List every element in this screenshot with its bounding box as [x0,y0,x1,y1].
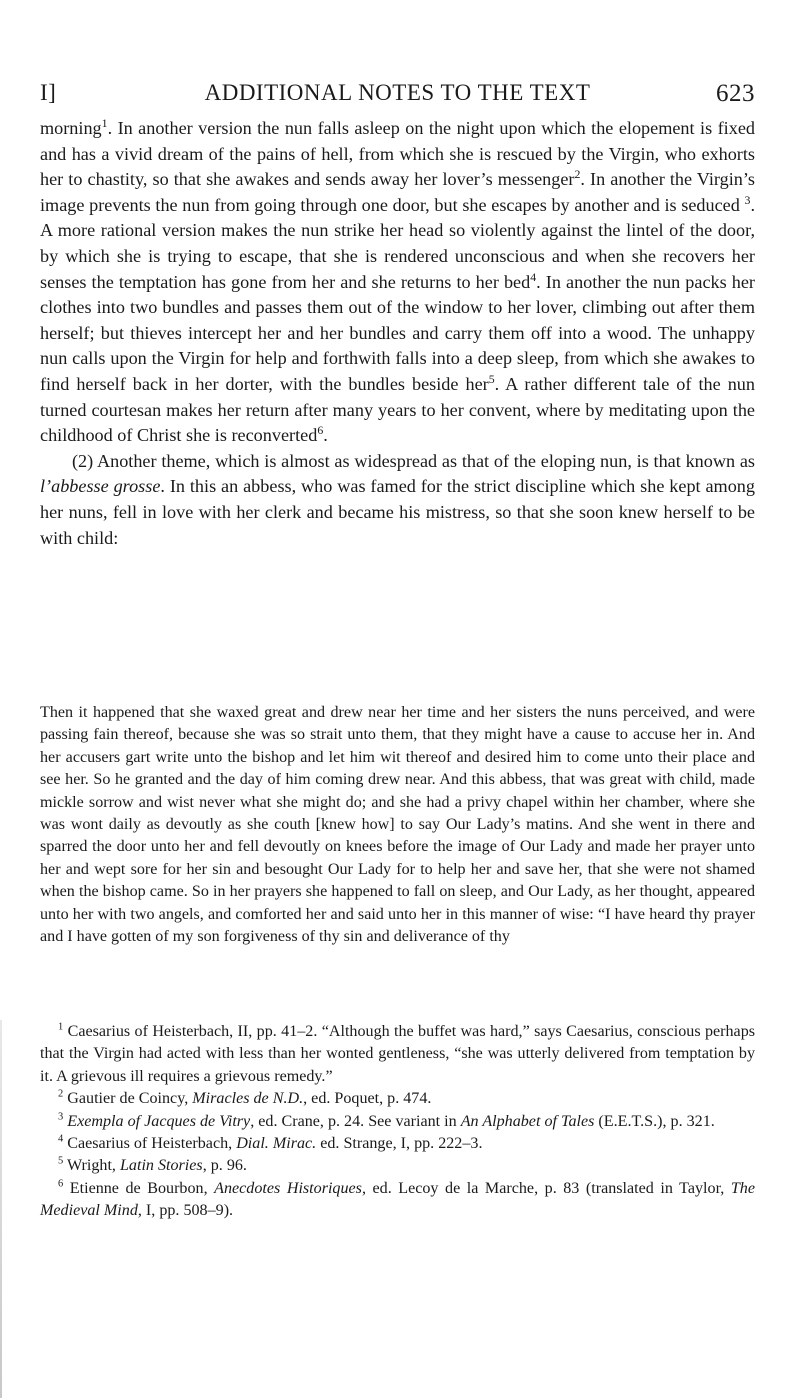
footnote-ref: 2 [574,167,581,182]
footnote-number: 3 [58,1111,64,1123]
footnote-text: Etienne de Bourbon, [69,1179,215,1197]
running-title: ADDITIONAL NOTES TO THE TEXT [204,80,591,105]
footnotes [40,1021,755,1223]
text-run: . In another version the nun falls asleep on the night upon which the elopement is fixed and has a vivid dream of the pains of hell, from which she is rescued by the Virgin, who exhorts her to chastity, so that she awakes and sends away her lover’s messenger [40,118,755,190]
footnote-1 [40,1021,755,1088]
text-run: . A more rational version makes the nun strike her head so violently against the lintel of the door, by which she is trying to escape, that she is rendered unconscious and when she recovers her senses the temptation has gone from her and she returns to her bed [40,194,755,292]
footnote-2 [40,1088,755,1110]
footnote-title: Anecdotes Historiques [214,1179,362,1197]
text-run: morning [40,118,102,138]
quoted-extract [40,702,755,948]
footnote-6 [40,1178,755,1223]
extract-text: Then it happened that she waxed great and drew near her time and her sisters the nuns perceived, and were passing fain thereof, because she was so strait unto them, that they might have a cause to accuse her in. And her accusers gart write unto the bishop and let him wit thereof and desired him to come unto their place and see her. So he granted and the day of him coming drew near. And this abbess, that was great with child, made mickle sorrow and wist never what she might do; and she had a privy chapel within her chamber, where she was wont daily as devoutly as she couth [knew how] to say Our Lady’s matins. And she went in there and sparred the door unto her and fell devoutly on knees before the image of Our Lady and made her prayer unto her and wept sore for her sin and besought Our Lady for to help her and save her, that she were not shamed when the bishop came. So in her prayers she happened to fall on sleep, and Our Lady, as her thought, appeared unto her with two angels, and comforted her and said unto her in this manner of wise: “I have heard thy prayer and I have gotten of my son forgiveness of thy sin and deliverance of thy [40,704,755,946]
footnote-text: , ed. Poquet, p. 474. [303,1090,432,1108]
footnote-text: Wright, [66,1157,120,1175]
footnote-text: ed. Strange, I, pp. 222–3. [316,1135,483,1153]
footnote-3 [40,1111,755,1133]
footnote-number: 1 [58,1021,64,1033]
footnote-title: An Alphabet of Tales [460,1112,595,1130]
footnote-number: 6 [58,1178,64,1190]
text-run: . A rather different tale of the nun turned courtesan makes her return after many years to her convent, where by meditating upon the childhood of Christ she is reconverted [40,373,755,446]
footnote-ref: 5 [488,371,495,386]
footnote-text: , ed. Crane, p. 24. See variant in [250,1112,461,1130]
footnote-number: 5 [58,1156,64,1168]
running-head [40,80,755,110]
footnote-text: (E.E.T.S.), p. 321. [594,1112,715,1130]
footnote-text: Caesarius of Heisterbach, [67,1135,237,1153]
footnote-ref: 6 [317,423,324,438]
footnote-title: Miracles de N.D. [192,1090,304,1108]
footnote-ref: 1 [101,115,108,130]
footnote-4 [40,1133,755,1155]
italic-term: l’abbesse grosse [40,476,161,497]
page-edge-shadow [0,1020,2,1398]
footnote-text: Caesarius of Heisterbach, II, pp. 41–2. “Although the buffet was hard,” says Caesarius, conscious perhaps that the Virgin had acted with less than her wonted gentleness, “she was utterly delivered from temptation by it. A grievous ill requires a grievous remedy.” [40,1023,756,1085]
footnote-number: 4 [58,1133,64,1145]
footnote-text: Gautier de Coincy, [67,1090,193,1108]
paragraph-1 [40,116,755,449]
footnote-title: Dial. Mirac. [236,1135,317,1153]
paragraph-2 [40,449,755,551]
text-run: . In another the nun packs her clothes into two bundles and passes them out of the window to her lover, climbing out after them herself; but thieves intercept her and her bundles and carry them off into a wood. The unhappy nun calls upon the Virgin for help and forthwith falls into a deep sleep, from which she awakes to find herself back in her dorter, with the bundles beside her [40,271,755,394]
main-text [40,116,755,551]
footnote-title: Latin Stories [119,1157,203,1175]
page-number: 623 [716,80,755,107]
footnote-text: , I, pp. 508–9). [137,1202,234,1220]
text-run: . In this an abbess, who was famed for the strict discipline which she kept among her nuns, fell in love with her clerk and became his mistress, so that she soon knew herself to be with child: [40,476,755,548]
text-run: (2) Another theme, which is almost as widespread as that of the eloping nun, is that known as [72,450,755,471]
footnote-text: , ed. Lecoy de la Marche, p. 83 (translated in Taylor, [361,1179,731,1197]
footnote-ref: 3 [744,192,751,207]
text-run: . In another the Virgin’s image prevents the nun from going through one door, but she escapes by another and is seduced [40,169,755,215]
footnote-number: 2 [58,1088,64,1100]
footnote-title: The Medieval Mind [40,1179,755,1220]
chapter-mark: I] [40,80,57,105]
footnote-5 [40,1155,755,1177]
footnote-text: , p. 96. [202,1157,247,1175]
text-run: . [323,425,328,446]
footnote-ref: 4 [530,269,537,284]
footnote-title: Exempla of Jacques de Vitry [67,1112,251,1130]
